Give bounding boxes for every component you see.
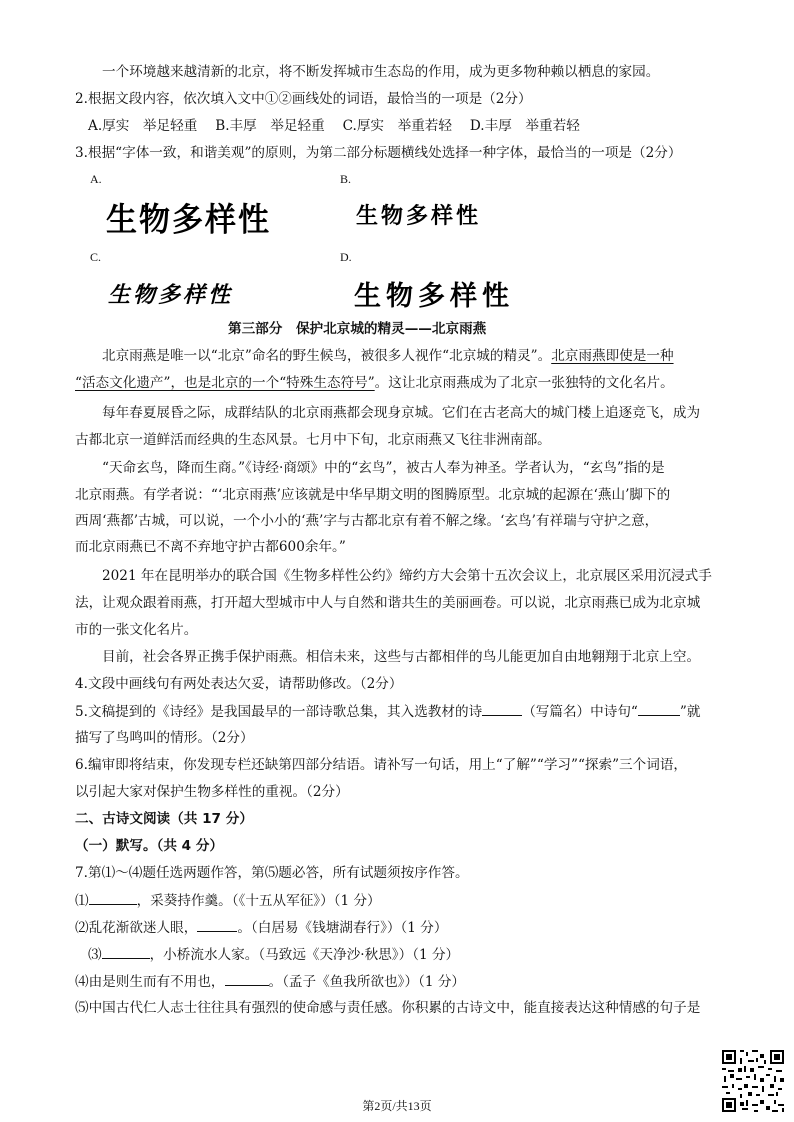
text-span: 。（孟子《鱼我所欲也》）（1 分） (268, 974, 466, 990)
answer-blank[interactable] (197, 917, 237, 932)
item-number: ⑴ (75, 893, 89, 909)
option-b-calligraphy: 生物多样性 (356, 204, 482, 229)
question-4: 4.文段中画线句有两处表达欠妥，请帮助修改。（2分） (75, 676, 403, 692)
item-number: ⑶ (88, 947, 102, 963)
subsection-heading: （一）默写。（共 4 分） (75, 838, 224, 854)
option-d-calligraphy: 生物多样性 (354, 281, 514, 312)
text-line: 以引起大家对保护生物多样性的重视。（2分） (75, 784, 349, 800)
page-footer: 第2页/共13页 (362, 1099, 432, 1113)
fill-blank-1 (75, 890, 381, 911)
option-a-label: A. (90, 172, 102, 186)
fill-blank-3 (88, 944, 459, 965)
question-6: 6.编审即将结束，你发现专栏还缺第四部分结语。请补写一句话，用上“了解”“学习”“探索”三个词语， (75, 757, 688, 773)
fill-blank-4 (75, 971, 465, 992)
text-line: 北京雨燕。有学者说：“‘北京雨燕’应该就是中华早期文明的图腾原型。北京城的起源在‘燕山’脚下的 (75, 487, 671, 503)
question-2-options: A.厚实 举足轻重 B.丰厚 举足轻重 C.厚实 举重若轻 D.丰厚 举重若轻 (88, 118, 580, 134)
question-3: 3.根据“字体一致，和谐美观”的原则，为第二部分标题横线处选择一种字体，最恰当的一项是（2分） (75, 145, 682, 161)
part-2-heading: 二、古诗文阅读（共 17 分） (75, 811, 253, 827)
text-span: 。这让北京雨燕成为了北京一张独特的文化名片。 (374, 375, 674, 391)
answer-blank[interactable] (102, 944, 150, 959)
text-line: 古都北京一道鲜活而经典的生态风景。七月中下旬，北京雨燕又飞往非洲南部。 (75, 432, 551, 448)
answer-blank[interactable] (638, 701, 680, 716)
text-span: ”就 (679, 704, 701, 720)
text-line: 2021 年在昆明举办的联合国《生物多样性公约》缔约方大会第十五次会议上，北京展区采用沉浸式手 (102, 568, 712, 584)
question-5 (75, 701, 700, 722)
text-span: ，采葵持作羹。（《十五从军征》）（1 分） (136, 893, 381, 909)
option-c-calligraphy: 生物多样性 (108, 282, 234, 308)
text-span: （写篇名）中诗句“ (522, 704, 638, 720)
underlined-sentence: 北京雨燕即使是一种 (551, 348, 674, 364)
option-c-label: C. (90, 250, 102, 264)
text-line: 每年春夏展昏之际，成群结队的北京雨燕都会现身京城。它们在古老高大的城门楼上追逐竞飞，成为 (102, 405, 701, 421)
text-line: 市的一张文化名片。 (75, 622, 198, 638)
text-line (75, 373, 674, 393)
text-line (102, 346, 674, 366)
fill-blank-5: ⑸中国古代仁人志士往往具有强烈的使命感与责任感。你积累的古诗文中，能直接表达这种情感的句子是 (75, 1000, 701, 1016)
text-span: ⑵乱花渐欲迷人眼， (75, 920, 198, 936)
section-3-heading: 第三部分 保护北京城的精灵——北京雨燕 (228, 321, 487, 337)
text-line: 法，让观众跟着雨燕，打开超大型城市中人与自然和谐共生的美丽画卷。可以说，北京雨燕已成为北京城 (75, 595, 701, 611)
text-span: 5.文稿提到的《诗经》是我国最早的一部诗歌总集，其入选教材的诗 (75, 704, 483, 720)
text-line: 一个环境越来越清新的北京，将不断发挥城市生态岛的作用，成为更多物种赖以栖息的家园。 (102, 64, 660, 80)
text-span: 北京雨燕是唯一以“北京”命名的野生候鸟，被很多人视作“北京城的精灵”。 (102, 348, 552, 364)
text-line: 描写了鸟鸣叫的情形。（2分） (75, 730, 254, 746)
text-line: 而北京雨燕已不离不弃地守护古都600余年。” (75, 539, 346, 555)
question-7: 7.第⑴～⑷题任选两题作答，第⑸题必答，所有试题须按序作答。 (75, 865, 469, 881)
fill-blank-2 (75, 917, 447, 938)
answer-blank[interactable] (482, 701, 522, 716)
option-d-label: D. (340, 250, 352, 264)
text-span: ⑷由是则生而有不用也， (75, 974, 225, 990)
option-a-calligraphy: 生物多样性 (106, 201, 271, 240)
text-span: ，小桥流水人家。（马致远《天净沙·秋思》）（1 分） (149, 947, 460, 963)
option-b-label: B. (340, 172, 352, 186)
underlined-sentence: “活态文化遗产”，也是北京的一个“特殊生态符号” (75, 375, 375, 391)
text-line: 目前，社会各界正携手保护雨燕。相信未来，这些与古都相伴的鸟儿能更加自由地翱翔于北京上空。 (102, 649, 701, 665)
answer-blank[interactable] (89, 890, 137, 905)
text-line: “天命玄鸟，降而生商。”《诗经·商颂》中的“玄鸟”，被古人奉为神圣。学者认为，“玄鸟”指的是 (102, 460, 665, 476)
text-line: 西周‘燕都’古城，可以说，一个小小的‘燕’字与古都北京有着不解之缘。‘玄鸟’有祥瑞与守护之意， (75, 513, 659, 529)
answer-blank[interactable] (225, 971, 269, 986)
text-span: 。（白居易《钱塘湖春行》）（1 分） (237, 920, 448, 936)
question-2: 2.根据文段内容，依次填入文中①②画线处的词语，最恰当的一项是（2分） (75, 91, 532, 107)
